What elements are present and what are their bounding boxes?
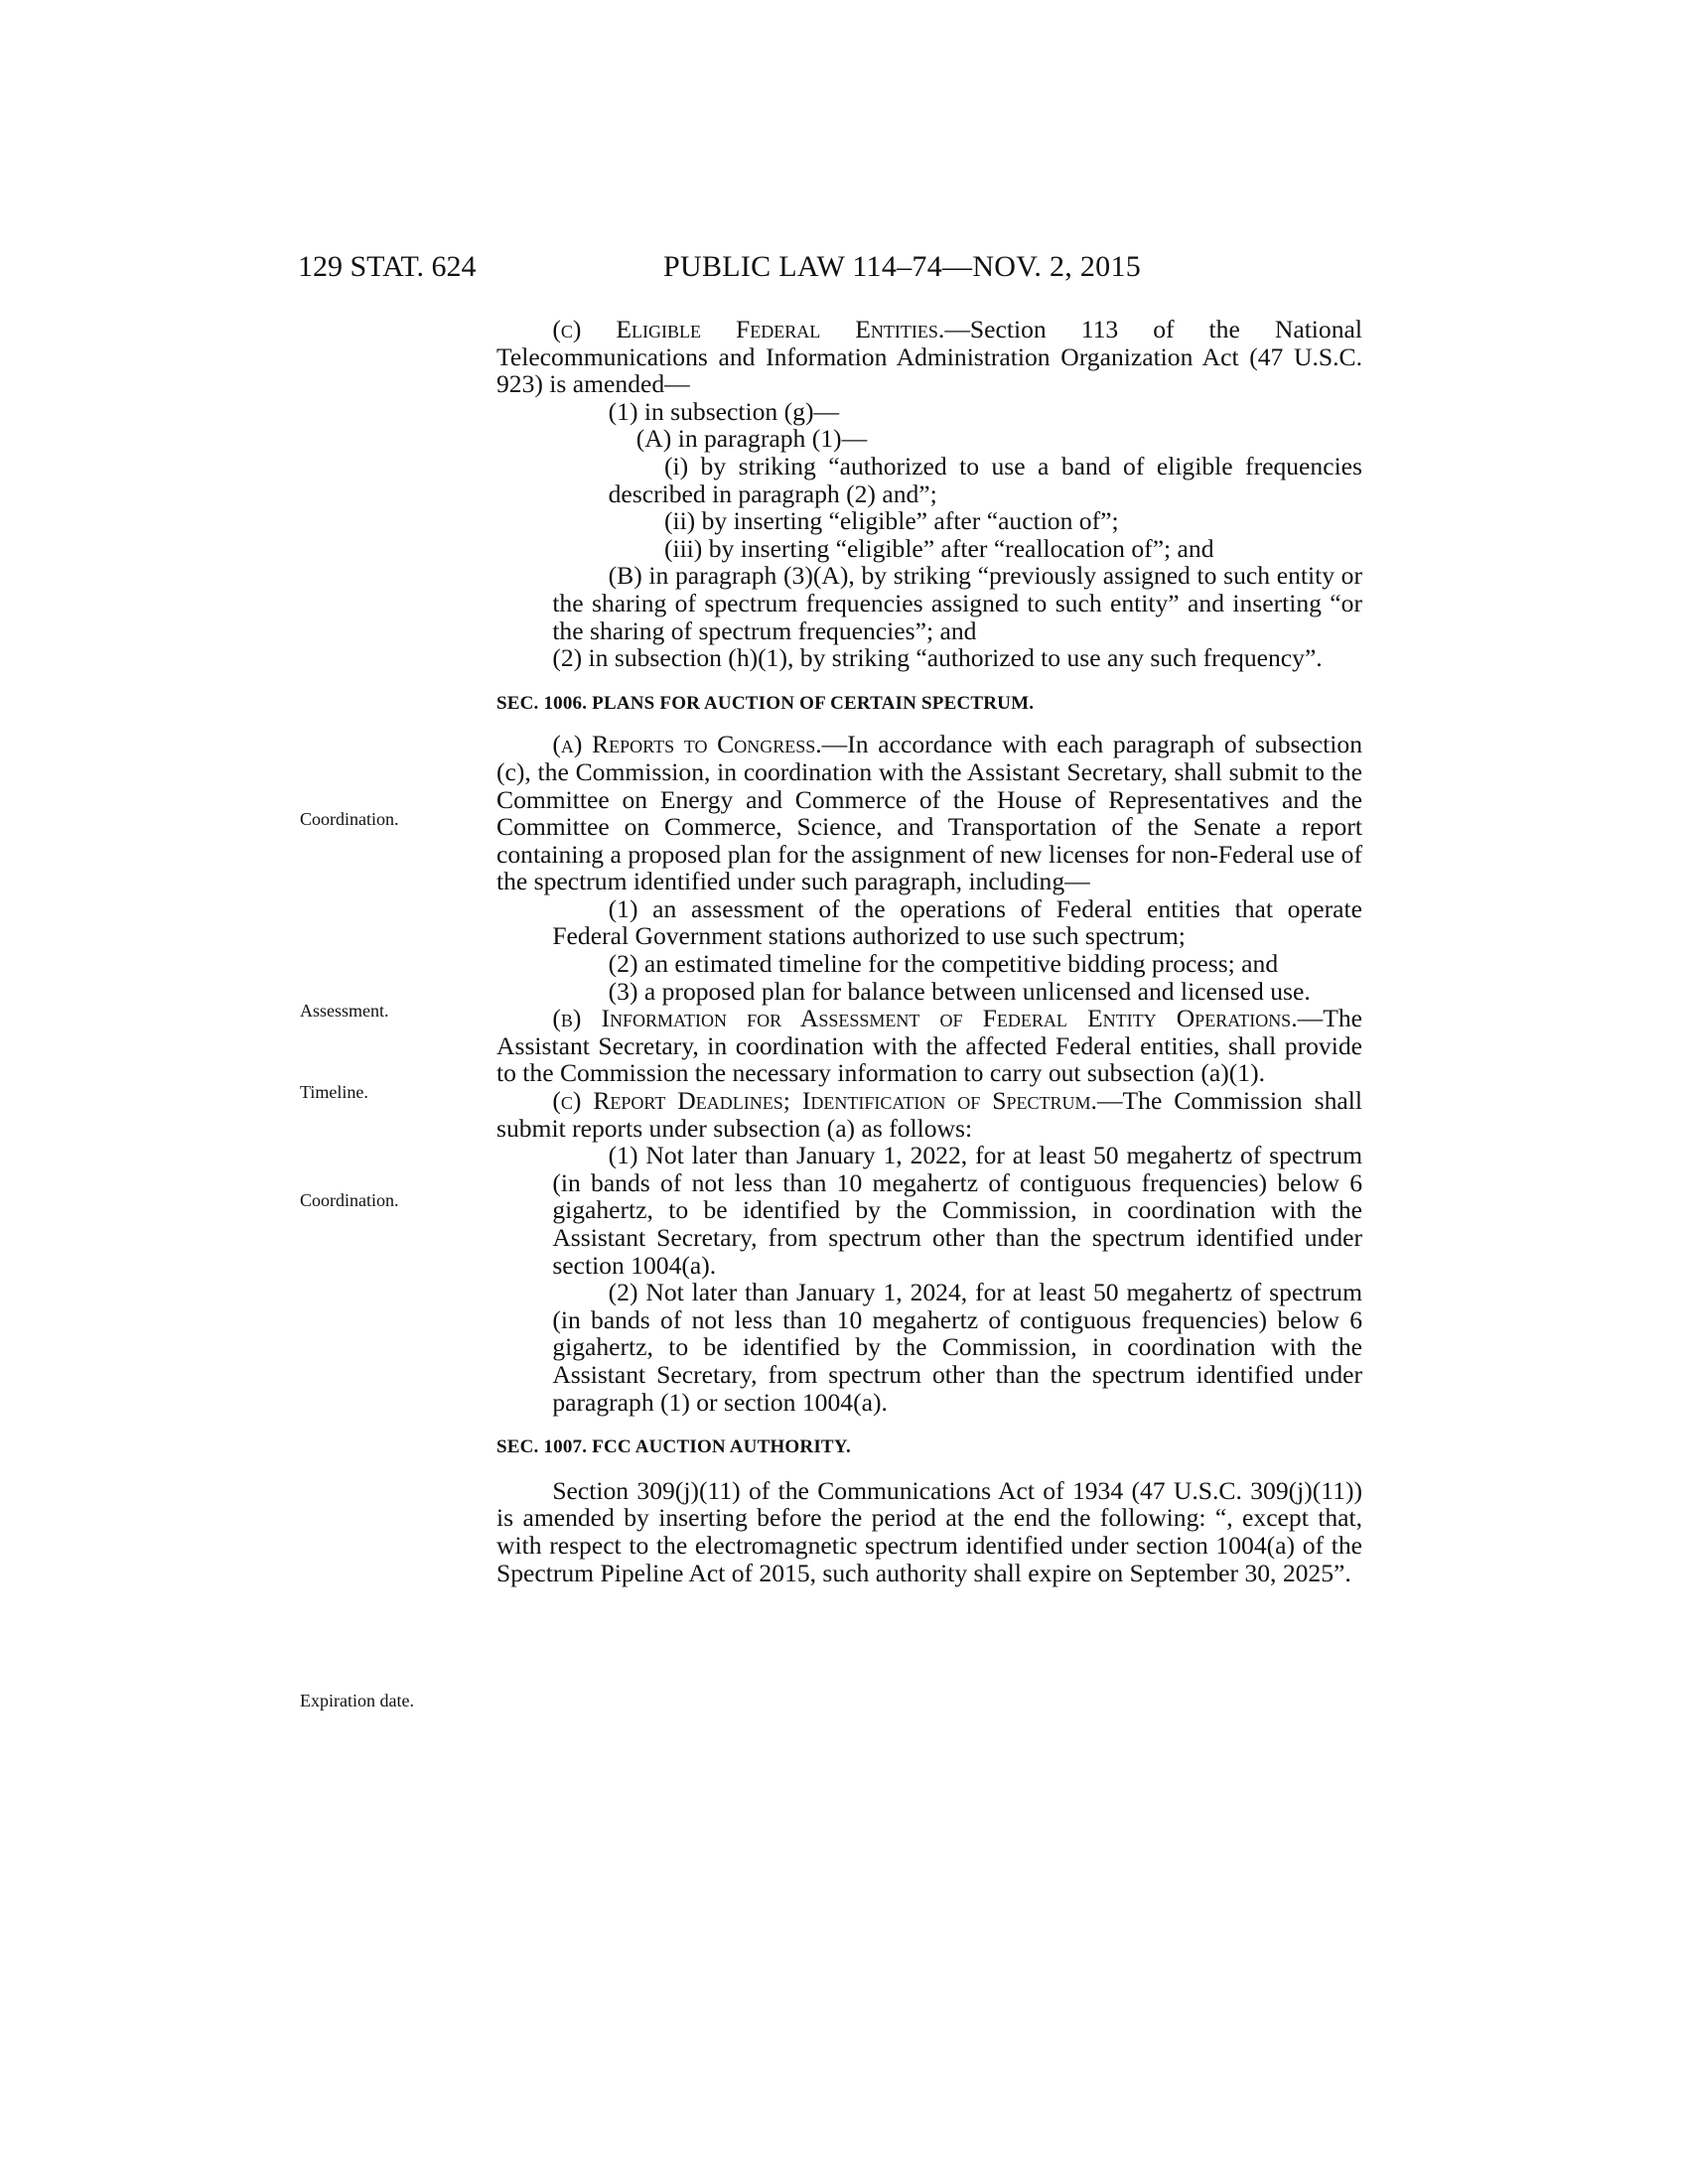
paragraph-text: —Section 113 of the National Telecommunications and Information Administration Organization Act (47 U.S.C. 923) is amended— bbox=[496, 315, 1362, 399]
margin-note-timeline: Timeline. bbox=[300, 1082, 368, 1102]
section-heading: SEC. 1006. PLANS FOR AUCTION OF CERTAIN SPECTRUM. bbox=[496, 692, 1035, 714]
stat-page-number: 129 STAT. 624 bbox=[298, 250, 477, 283]
paragraph: (2) Not later than January 1, 2024, for at least 50 megahertz of spectrum (in bands of not less than 10 megahertz of contiguous frequencies) below 6 gigahertz, to be identified by the Commission, in coordination with the Assistant Secretary, from spectrum other than the spectrum identified under paragraph (1) or section 1004(a). bbox=[552, 1278, 1362, 1417]
paragraph: (A) in paragraph (1)— bbox=[635, 424, 868, 454]
margin-note-assessment: Assessment. bbox=[300, 1001, 389, 1021]
paragraph bbox=[496, 731, 1362, 895]
section-heading: SEC. 1007. FCC AUCTION AUTHORITY. bbox=[496, 1436, 851, 1458]
running-title: PUBLIC LAW 114–74—NOV. 2, 2015 bbox=[663, 250, 1142, 283]
subsection-heading: (b) Information for Assessment of Federal Entity Operations. bbox=[552, 1004, 1298, 1033]
page-header bbox=[0, 250, 1688, 290]
subsection-heading: (c) Eligible Federal Entities. bbox=[552, 315, 945, 343]
paragraph: (1) in subsection (g)— bbox=[608, 396, 840, 426]
paragraph-text: —The Assistant Secretary, in coordination with the affected Federal entities, shall provide to the Commission the necessary information to carry out subsection (a)(1). bbox=[496, 1004, 1362, 1088]
paragraph: (1) an assessment of the operations of Federal entities that operate Federal Government stations authorized to use such spectrum; bbox=[552, 893, 1362, 951]
paragraph: (i) by striking “authorized to use a band of eligible frequencies described in paragraph (2) and”; bbox=[608, 451, 1362, 508]
paragraph: (3) a proposed plan for balance between unlicensed and licensed use. bbox=[608, 976, 1311, 1006]
paragraph: (1) Not later than January 1, 2022, for at least 50 megahertz of spectrum (in bands of not less than 10 megahertz of contiguous frequencies) below 6 gigahertz, to be identified by the Commission, in coordination with the Assistant Secretary, from spectrum other than the spectrum identified under section 1004(a). bbox=[552, 1141, 1362, 1280]
subsection-heading: (a) Reports to Congress. bbox=[552, 730, 822, 759]
paragraph-text: —In accordance with each paragraph of subsection (c), the Commission, in coordination with the Assistant Secretary, shall submit to the Committee on Energy and Commerce of the House of Representatives and the Committee on Commerce, Science, and Transportation of the Senate a report containing a proposed plan for the assignment of new licenses for non-Federal use of the spectrum identified under such paragraph, including— bbox=[496, 730, 1363, 896]
margin-note-coordination: Coordination. bbox=[300, 809, 399, 829]
paragraph: (2) in subsection (h)(1), by striking “authorized to use any such frequency”. bbox=[552, 643, 1323, 673]
paragraph bbox=[496, 1005, 1362, 1087]
paragraph bbox=[496, 316, 1362, 398]
paragraph bbox=[496, 1087, 1362, 1142]
paragraph: (ii) by inserting “eligible” after “auction of”; bbox=[663, 506, 1119, 536]
paragraph: (iii) by inserting “eligible” after “reallocation of”; and bbox=[663, 533, 1214, 563]
paragraph-text: —The Commission shall submit reports under subsection (a) as follows: bbox=[496, 1086, 1363, 1143]
paragraph: (B) in paragraph (3)(A), by striking “previously assigned to such entity or the sharing of spectrum frequencies assigned to such entity” and inserting “or the sharing of spectrum frequencies”; and bbox=[552, 561, 1362, 645]
paragraph: Section 309(j)(11) of the Communications Act of 1934 (47 U.S.C. 309(j)(11)) is amended by inserting before the period at the end the following: “, except that, with respect to the electromagnetic spectrum identified under section 1004(a) of the Spectrum Pipeline Act of 2015, such authority shall expire on September 30, 2025”. bbox=[496, 1475, 1362, 1587]
margin-note-coordination: Coordination. bbox=[300, 1190, 399, 1210]
statute-text bbox=[496, 316, 1362, 1586]
margin-note-expiration-date: Expiration date. bbox=[300, 1691, 414, 1710]
subsection-heading: (c) Report Deadlines; Identification of Spectrum. bbox=[552, 1086, 1097, 1116]
paragraph: (2) an estimated timeline for the competitive bidding process; and bbox=[608, 949, 1279, 979]
